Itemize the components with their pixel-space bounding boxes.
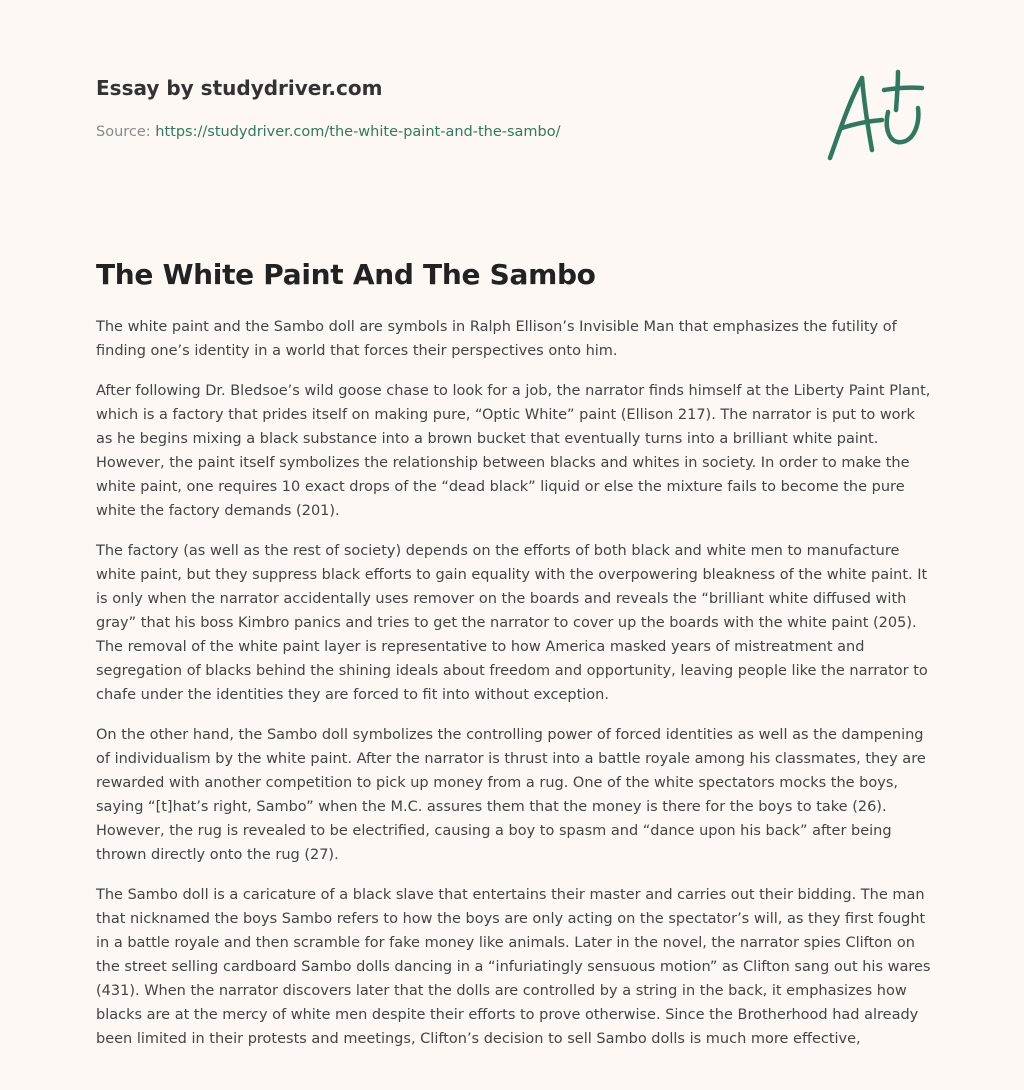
- source-line: [96, 122, 796, 142]
- source-label: Source:: [96, 124, 151, 140]
- page-header: [96, 74, 796, 142]
- essay-body: [96, 315, 932, 1067]
- essay-paragraph: On the other hand, the Sambo doll symbolizes the controlling power of forced identities as well as the dampening of individualism by the white paint. After the narrator is thrust into a battle royale among his classmates, they are rewarded with another competition to pick up money from a rug. One of the white spectators mocks the boys, saying “[t]hat’s right, Sambo” when the M.C. assures them that the money is there for the boys to take (26). However, the rug is revealed to be electrified, causing a boy to spasm and “dance upon his back” after being thrown directly onto the rug (27).: [96, 727, 926, 863]
- essay-paragraph: The white paint and the Sambo doll are symbols in Ralph Ellison’s Invisible Man that emphasizes the futility of finding one’s identity in a world that forces their perspectives onto him.: [96, 319, 897, 359]
- a-plus-logo-icon: [818, 66, 930, 166]
- essay-paragraph: The factory (as well as the rest of society) depends on the efforts of both black and white men to manufacture white paint, but they suppress black efforts to gain equality with the overpowering bleakness of the white paint. It is only when the narrator accidentally uses remover on the boards and reveals the “brilliant white diffused with gray” that his boss Kimbro panics and tries to get the narrator to cover up the boards with the white paint (205). The removal of the white paint layer is representative to how America masked years of mistreatment and segregation of blacks behind the shining ideals about freedom and opportunity, leaving people like the narrator to chafe under the identities they are forced to fit into without exception.: [96, 543, 928, 703]
- essay-paragraph: After following Dr. Bledsoe’s wild goose chase to look for a job, the narrator finds himself at the Liberty Paint Plant, which is a factory that prides itself on making pure, “Optic White” paint (Ellison 217). The narrator is put to work as he begins mixing a black substance into a brown bucket that eventually turns into a brilliant white paint. However, the paint itself symbolizes the relationship between blacks and whites in society. In order to make the white paint, one requires 10 exact drops of the “dead black” liquid or else the mixture fails to become the pure white the factory demands (201).: [96, 383, 931, 519]
- essay-paragraph: The Sambo doll is a caricature of a black slave that entertains their master and carries out their bidding. The man that nicknamed the boys Sambo refers to how the boys are only acting on the spectator’s will, as they first fought in a battle royale and then scramble for fake money like animals. Later in the novel, the narrator spies Clifton on the street selling cardboard Sambo dolls dancing in a “infuriatingly sensuous motion” as Clifton sang out his wares (431). When the narrator discovers later that the dolls are controlled by a string in the back, it emphasizes how blacks are at the mercy of white men despite their efforts to prove otherwise. Since the Brotherhood had already been limited in their protests and meetings, Clifton’s decision to sell Sambo dolls is much more effective,: [96, 887, 931, 1047]
- essay-title: The White Paint And The Sambo: [96, 258, 596, 291]
- brand-title: Essay by studydriver.com: [96, 76, 383, 100]
- source-link[interactable]: https://studydriver.com/the-white-paint-and-the-sambo/: [155, 124, 561, 140]
